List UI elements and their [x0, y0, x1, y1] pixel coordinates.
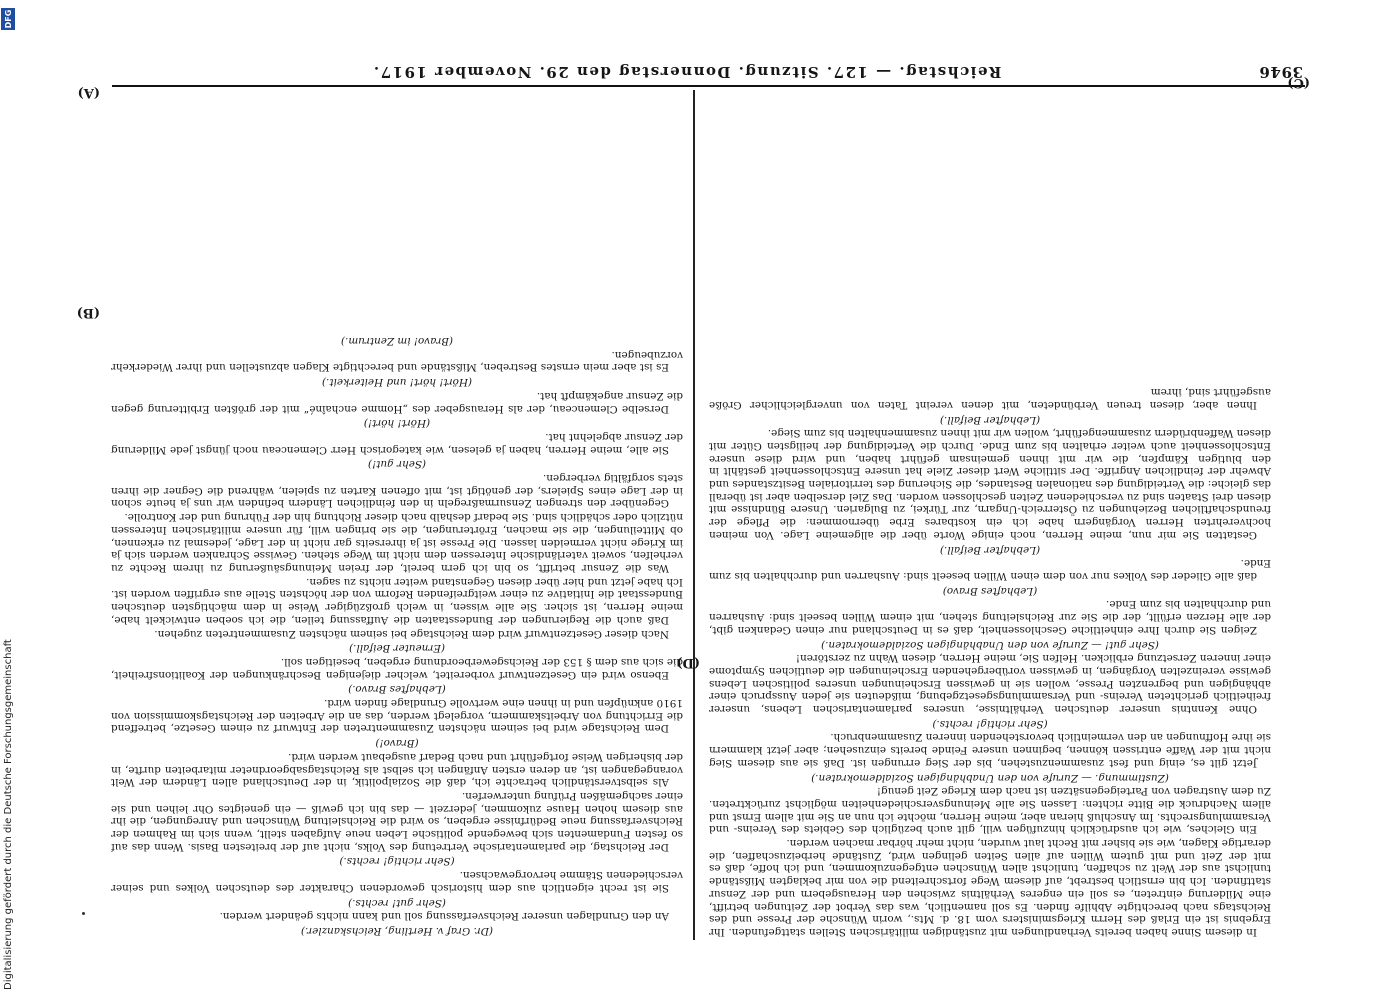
interjection: (Lebhafter Beifall.): [939, 413, 1041, 426]
paragraph: Derselbe Clemenceau, der als Herausgeber des „Homme enchaîné“ mit der größten Erbitterung gegen die Zensur angekämpft hat.: [111, 389, 683, 415]
paragraph: Zeigen Sie durch Ihre einheitliche Geschlossenheit, daß es in Deutschland nur einen Gedanken gibt, der alle Herzen erfüllt, der die Sie zur Reichsleitung stehen, mit einem Willen beseelt sind: Ausharren und durchhalten bis zum Ende.: [709, 598, 1271, 636]
page-number: 3946: [1258, 63, 1303, 81]
paragraph: Gestatten Sie mir nun, meine Herren, noch einige Worte über die allgemeine Lage. Von meinen hochverehrten Herren Vorgängern habe ich ein kostbares Erbe übernommen: die Pflege der freundschaftlichen Beziehungen zu Österreich-Ungarn, zur Türkei, zu Bulgarien. Unsere Bündnisse mit diesen drei Staaten sind zu verschiedenen Zeiten geschlossen worden. Das Ziel derselben aber ist überall das gleiche: die Verteidigung des nationalen Bestandes, die Sicherung des territorialen Besitzstandes und Abwehr der feindlichen Angriffe. Der sittliche Wert dieser Ziele hat unsere Entschlossenheit gestählt in den blutigen Kämpfen, die wir mit ihnen gemeinsam geführt haben, und wird diese unsere Entschlossenheit auch weiter erhalten bis zum Ende. Durch die Verteidigung der heiligsten Güter mit diesen Waffenbrüdern zusammengeführt, wollen wir mit ihnen zusammenhalten bis zum Siege.: [709, 427, 1271, 541]
interjection: (Lebhafter Beifall.): [939, 543, 1041, 556]
interjection: (Zustimmung. — Zurufe von den Unabhängigen Sozialdemokraten.): [811, 771, 1169, 784]
margin-letter-b: (B): [76, 305, 100, 320]
interjection: (Hört! hört!): [363, 417, 431, 430]
paragraph: In diesem Sinne haben bereits Verhandlungen mit zuständigen militärischen Stellen stattgefunden. Ihr Ergebnis ist ein Erlaß des Herrn Kriegsministers vom 18. d. Mts., worin Wünsche der Presse und des Reichstags nach berechtigte Abhilfe finden. Es soll namentlich, was das Verbot der Zeitungen betrifft, eine Milderung eintreten, es soll ein engeres Verhältnis zwischen den Herausgebern und der Zensur stattfinden. Ich bin ernstlich bestrebt, auf diesem Wege fortschreitend die von mir beklagten Mißstände tunlichst aus der Welt zu schaffen, tunlichst allen Wünschen entgegenzukommen, und ich hoffe, daß es mit der Zeit und mit gutem Willen auf allen Seiten gelingen wird, Zustände herbeizuschaffen, die derartige Klagen, wie sie bisher mit Recht laut wurden, nicht mehr hörbar machen werden.: [709, 837, 1271, 938]
interjection: (Dr. Graf v. Hertling, Reichskanzler.): [300, 925, 494, 937]
digitization-credit: [0, 0, 18, 1000]
paragraph: Jetzt gilt es, einig und fest zusammenzustehen, bis der Sieg errungen ist. Daß sie aus diesem Sieg nicht mit der Waffe entrissen können, beginnen unsere Feinde bereits einzusehen; aber jetzt klammern sie ihre Hoffnungen an den vermeintlich bevorstehenden inneren Zusammenbruch.: [709, 731, 1271, 769]
column-left: [111, 92, 683, 938]
paragraph: Ohne Kenntnis unserer deutschen Verhältnisse, unseres parlamentarischen Lebens, unserer freiheitlich gerichteten Vereins- und Versammlungsgesetzgebung, mißdeuten sie jeden Ausspruch einer abhängigen und begrenzten Presse, wollen sie in gewissen Erscheinungen unseres politischen Lebens gewisse vereinzelten Vorgängen, in gewissen vorübergehenden Erscheinungen die deutlichen Symptome einer inneren Zersetzung erblicken. Helfen Sie, meine Herren, diesen Wahn zu zerstören!: [709, 652, 1271, 716]
interjection: (Lebhaftes Bravo.): [348, 683, 446, 696]
column-divider: [693, 90, 695, 940]
interjection: (Sehr gut! rechts.): [348, 896, 446, 909]
paragraph: Als selbstverständlich betrachte ich, daß die Sozialpolitik, in der Deutschland allen Ländern der Welt vorangegangen ist, an deren ersten Anfängen ich selbst als Reichstagsabgeordneter mitarbeiten durfte, in der bisherigen Weise fortgeführt und nach Bedarf ausgebaut werden wird.: [111, 750, 683, 789]
page-header: [115, 62, 1303, 82]
paragraph: Was die Zensur betrifft, so bin ich gern bereit, der freien Meinungsäußerung zu ihrem Rechte zu verhelfen, soweit vaterländische Interessen dem nicht im Wege stehen. Gewisse Schranken werden sich ja im Kriege nicht vermeiden lassen. Die Presse ist ja ihrerseits gar nicht in der Lage, jedesmal zu erkennen, ob Mitteilungen, die sie machen, Erörterungen, die sie bringen will, für unsere militärischen Interessen nützlich oder schädlich sind. Sie bedarf deshalb nach dieser Richtung hin der Führung und der Kontrolle.: [111, 511, 683, 575]
interjection: (Sehr gut! — Zurufe von den Unabhängigen Sozialdemokraten.): [821, 638, 1159, 651]
credit-text: Digitalisierung gefördert durch die Deutsche Forschungsgemeinschaft: [2, 639, 14, 990]
column-right: [709, 92, 1271, 938]
interjection: (Bravo!): [375, 737, 419, 750]
interjection: (Lebhaftes Bravo): [942, 584, 1038, 597]
paragraph: Ihnen aber, diesen treuen Verbündeten, mit denen vereint Taten von unvergleichlicher Größe ausgeführt sind, ihrem: [709, 386, 1271, 411]
interjection: (Hört! hört! und Heiterkeit.): [321, 376, 473, 389]
margin-letter-a: (A): [77, 85, 100, 100]
paragraph: Dem Reichstage wird bei seinem nächsten Zusammentreten der Entwurf zu einem Gesetze, betreffend die Errichtung von Arbeitskammern, vorgelegt werden, das an die Arbeiten der Reichstagskommission von 1910 anknüpfen und in ihnen eine wertvolle Grundlage finden wird.: [111, 697, 683, 735]
paragraph: Ebenso wird ein Gesetzentwurf vorbereitet, welcher diejenigen Beschränkungen der Koalitionsfreiheit, die sich aus dem § 153 der Reichsgewerbeordnung ergeben, beseitigen soll.: [111, 655, 683, 681]
dfg-logo: DFG: [1, 8, 15, 30]
paragraph: An den Grundlagen unserer Reichsverfassung soll und kann nichts geändert werden.: [219, 910, 669, 923]
paragraph: Ein Gleiches, wie ich ausdrücklich hinzufügen will, gilt auch bezüglich des Gebiets des Vereins- und Versammlungsrechts. Im Anschluß hieran aber, meine Herren, möchte ich nun an Sie mit allem Ernst und allem Nachdruck die Bitte richten: Lassen Sie alle Meinungsverschiedenheiten möglichst zurücktreten. Zu dem Austragen von Parteigegensätzen ist nach dem Kriege Zeit genug!: [709, 785, 1271, 836]
page-title: Reichstag. — 127. Sitzung. Donnerstag den 29. November 1917.: [372, 63, 1002, 81]
paragraph: daß alle Glieder des Volkes nur von dem einen Willen beseelt sind: Ausharren und durchhalten bis zum Ende.: [709, 557, 1271, 583]
paragraph: Sie alle, meine Herren, haben ja gelesen, wie kategorisch Herr Clemenceau noch jüngst jede Milderung der Zensur abgelehnt hat.: [111, 430, 683, 456]
paragraph: Nach dieser Gesetzentwurf wird dem Reichstage bei seinem nächsten Zusammentreten zugehen.: [154, 627, 669, 640]
paragraph: Gegenüber den strengen Zensurmaßregeln in den feindlichen Ländern befinden wir uns ja heute schon in der Lage eines Spielers, der genötigt ist, mit offenen Karten zu spielen, während die Gegner die ihren stets sorgfältig verbergen.: [111, 472, 683, 510]
paragraph: Es ist aber mein ernstes Bestreben, Mißstände und berechtigte Klagen abzustellen und ihrer Wiederkehr vorzubeugen.: [111, 348, 683, 374]
margin-letter-d: (D): [676, 655, 700, 670]
interjection: (Sehr richtig! rechts.): [932, 717, 1048, 730]
scan-speck: [82, 912, 85, 915]
interjection: (Sehr richtig! rechts.): [339, 855, 455, 868]
paragraph: Der Reichstag, die parlamentarische Vertretung des Volks, nicht auf der breitesten Basis. Wenn das auf so festen Fundamenten sich bewegende politische Leben neue Aufgaben stellt, wenn sich im Rahmen der Reichsverfassung neue Bedürfnisse ergeben, so wird die Reichsleitung Wünschen und Anregungen, die ihr aus diesem hohen Hause zukommen, jederzeit — das bin ich gewiß — ein geneigtes Ohr leihen und sie einer sachgemäßen Prüfung unterwerfen.: [111, 789, 683, 853]
paragraph: Sie ist recht eigentlich aus dem historisch gewordenen Charakter des deutschen Volkes und seiner verschiedenen Stämme hervorgewachsen.: [111, 869, 683, 894]
interjection: (Bravo! im Zentrum.): [340, 335, 454, 348]
margin-letter-c: (C): [1287, 75, 1310, 90]
interjection: (Sehr gut!): [367, 458, 427, 471]
paragraph: Daß auch die Regierungen der Bundesstaaten die Auffassung teilen, die ich soeben entwickelt habe, meine Herren, ist sicher. Sie alle wissen, in welch großzügiger Weise in dem mächtigsten deutschen Bundesstaat die Initiative zu einer weitgreifenden Reform von der höchsten Stelle aus ergriffen worden ist. Ich habe jetzt und hier über diesen Gegenstand weiter nichts zu sagen.: [111, 575, 683, 626]
header-rule: [112, 85, 1305, 87]
interjection: (Erneuter Beifall.): [349, 642, 445, 655]
